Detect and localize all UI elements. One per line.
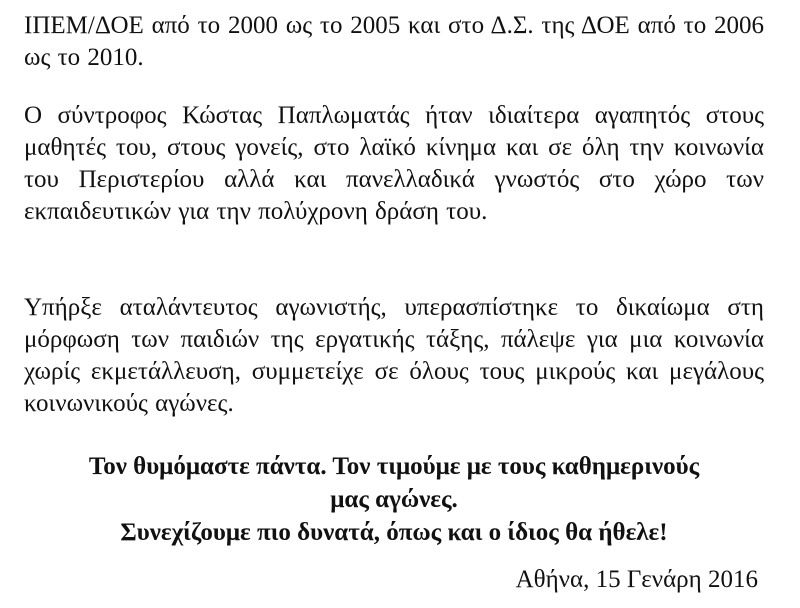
closing-line-1: Τον θυμόμαστε πάντα. Τον τιμούμε με τους καθημερινούς [88, 453, 700, 480]
closing-statement [24, 450, 764, 549]
paragraph-positions: ΙΠΕΜ/ΔΟΕ από το 2000 ως το 2005 και στο Δ.Σ. της ΔΟΕ από το 2006 ως το 2010. [24, 12, 764, 71]
closing-line-2: μας αγώνες. [330, 486, 458, 513]
closing-line-3: Συνεχίζουμε πιο δυνατά, όπως και ο ίδιος θα ήθελε! [120, 519, 668, 546]
place-date-signature: Αθήνα, 15 Γενάρη 2016 [515, 566, 758, 593]
paragraph-tribute: Ο σύντροφος Κώστας Παπλωματάς ήταν ιδιαίτερα αγαπητός στους μαθητές του, στους γονείς, στο λαϊκό κίνημα και σε όλη την κοινωνία του Περιστερίου αλλά και πανελλαδικά γνωστός στο χώρο των εκπαιδευτικών για την πολύχρονη δράση του. [24, 102, 764, 225]
paragraph-struggle: Υπήρξε αταλάντευτος αγωνιστής, υπερασπίστηκε το δικαίωμα στη μόρφωση των παιδιών της εργατικής τάξης, πάλεψε για μια κοινωνία χωρίς εκμετάλλευση, συμμετείχε σε όλους τους μικρούς και μεγάλους κοινωνικούς αγώνες. [24, 294, 764, 417]
